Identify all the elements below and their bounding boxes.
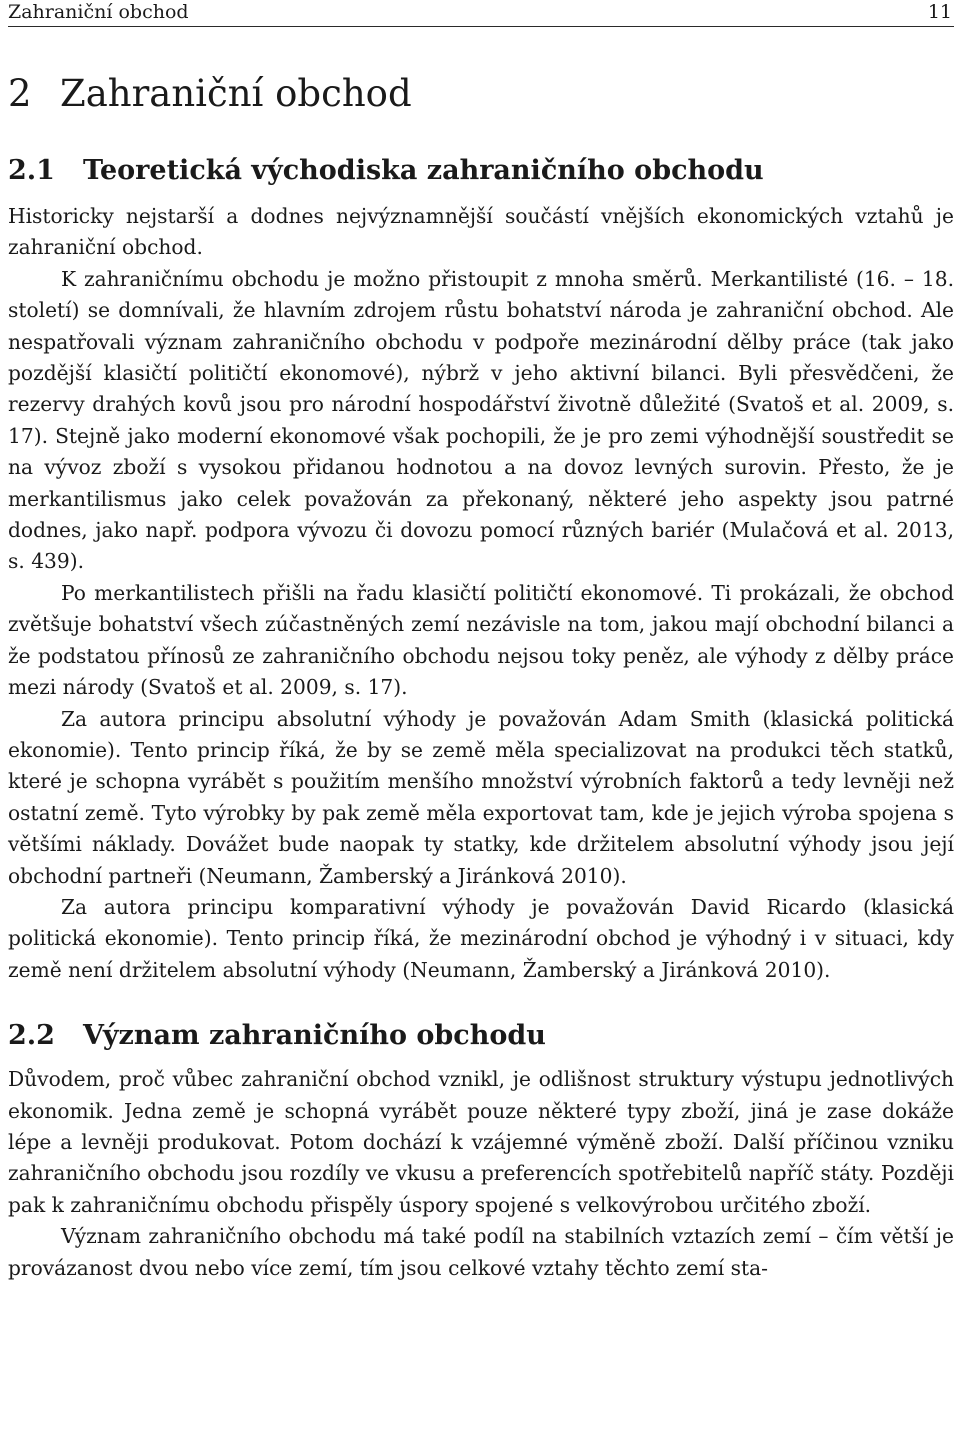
paragraph: Za autora principu absolutní výhody je považován Adam Smith (klasická politická ekonomie). Tento princip říká, že by se země měla specializovat na produkci těch statků, které je schopna vyrábět s použitím menšího množství výrobních faktorů a tedy levněji než ostatní země. Tyto výrobky by pak země měla exportovat tam, kde je jejich výroba spojena s většími náklady. Dovážet bude naopak ty statky, kde držitelem absolutní výhody jsou její obchodní partneři (Neumann, Žamberský a Jiránková 2010). [8, 706, 954, 888]
chapter-number: 2 [8, 72, 32, 115]
section-title: Význam zahraničního obchodu [83, 1020, 546, 1052]
running-header [8, 0, 954, 27]
section-body-2-1 [8, 201, 954, 986]
section-title: Teoretická východiska zahraničního obchodu [83, 155, 764, 186]
page-number: 11 [927, 1, 952, 23]
running-header-title: Zahraniční obchod [8, 1, 189, 23]
paragraph: K zahraničnímu obchodu je možno přistoupit z mnoha směrů. Merkantilisté (16. – 18. století) se domnívali, že hlavním zdrojem růstu bohatství národa je zahraniční obchod. Ale nespatřovali význam zahraničního obchodu v podpoře mezinárodní dělby práce (tak jako pozdější klasičtí političtí ekonomové), nýbrž v jeho aktivní bilanci. Byli přesvědčeni, že rezervy drahých kovů jsou pro národní hospodářství životně důležité (Svatoš et al. 2009, s. 17). Stejně jako moderní ekonomové však pochopili, že je pro zemi výhodnější soustředit se na vývoz zboží s vysokou přidanou hodnotou a na dovoz levných surovin. Přesto, že je merkantilismus jako celek považován za překonaný, některé jeho aspekty jsou patrné dodnes, jako např. podpora vývozu či dovozu pomocí různých bariér (Mulačová et al. 2013, s. 439). [8, 266, 954, 574]
section-number: 2.2 [8, 1020, 55, 1052]
paragraph: Historicky nejstarší a dodnes nejvýznamnější součástí vnějších ekonomických vztahů je zahraniční obchod. [8, 204, 954, 260]
document-page [8, 0, 954, 1284]
chapter-title: Zahraniční obchod [60, 72, 412, 115]
paragraph: Za autora principu komparativní výhody je považován David Ricardo (klasická politická ekonomie). Tento princip říká, že mezinárodní obchod je výhodný i v situaci, kdy země není držitelem absolutní výhody (Neumann, Žamberský a Jiránková 2010). [8, 894, 954, 982]
paragraph: Důvodem, proč vůbec zahraniční obchod vznikl, je odlišnost struktury výstupu jednotlivých ekonomik. Jedna země je schopná vyrábět pouze některé typy zboží, jiná je zase dokáže lépe a levněji produkovat. Potom dochází k vzájemné výměně zboží. Další příčinou vzniku zahraničního obchodu jsou rozdíly ve vkusu a preferencích spotřebitelů napříč státy. Později pak k zahraničnímu obchodu přispěly úspory spojené s velkovýrobou určitého zboží. [8, 1067, 954, 1217]
section-heading-2-2 [8, 1018, 954, 1054]
paragraph: Význam zahraničního obchodu má také podíl na stabilních vztazích zemí – čím větší je provázanost dvou nebo více zemí, tím jsou celkové vztahy těchto zemí sta- [8, 1224, 954, 1280]
section-heading-2-1 [8, 153, 954, 189]
chapter-heading [8, 71, 954, 117]
section-body-2-2 [8, 1064, 954, 1284]
section-number: 2.1 [8, 155, 55, 186]
paragraph: Po merkantilistech přišli na řadu klasičtí političtí ekonomové. Ti prokázali, že obchod zvětšuje bohatství všech zúčastněných zemí nezávisle na tom, jakou mají obchodní bilanci a že podstatou přínosů ze zahraničního obchodu nejsou toky peněz, ale výhody z dělby práce mezi národy (Svatoš et al. 2009, s. 17). [8, 580, 954, 700]
